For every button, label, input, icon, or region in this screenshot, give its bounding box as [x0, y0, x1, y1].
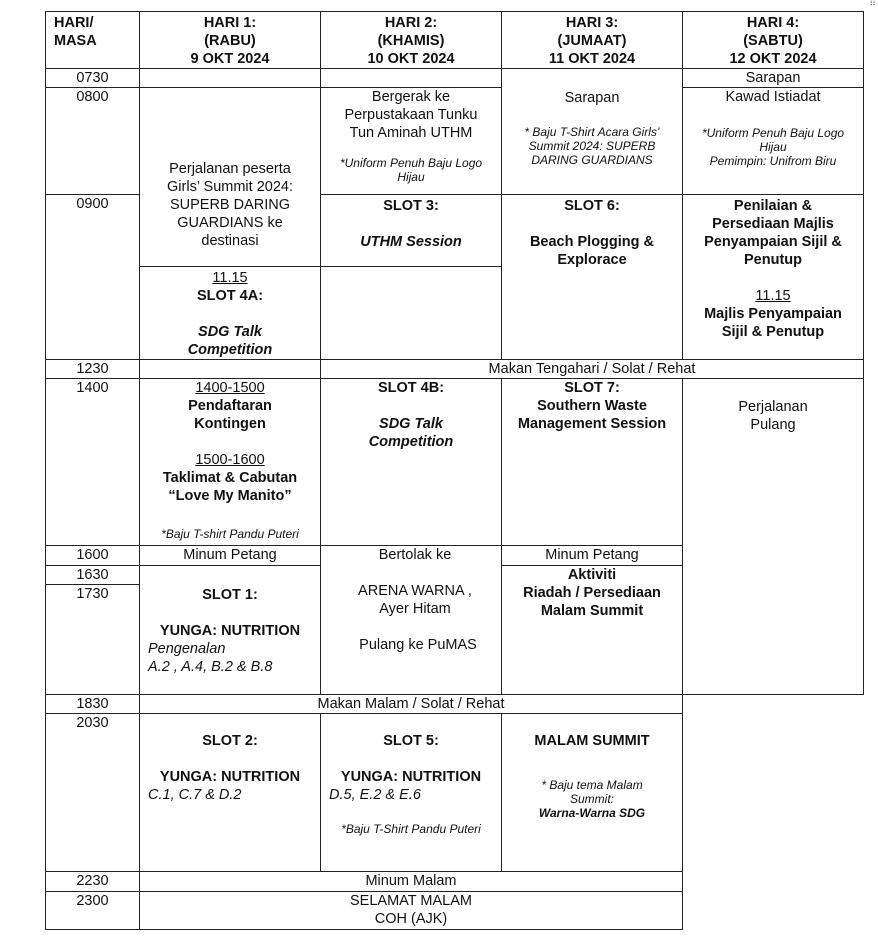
d3-slot6-cell: SLOT 6: Beach Plogging & Explorace [502, 195, 683, 360]
d1-registration-cell: 1400-1500 Pendaftaran Kontingen 1500-1600 Taklimat & Cabutan “Love My Manito” *Baju T-shirt Pandu Puteri [140, 379, 321, 546]
d3-breakfast-cell: Sarapan * Baju T-Shirt Acara Girls’ Summit 2024: SUPERB DARING GUARDIANS [502, 69, 683, 195]
d1-lunch-empty-cell [140, 360, 321, 379]
schedule-table [45, 11, 864, 930]
supper-cell: Minum Malam [140, 872, 683, 892]
header-day-1: HARI 1: (RABU) 9 OKT 2024 [140, 12, 321, 69]
d4-breakfast-cell: Sarapan [683, 69, 864, 88]
header-day-2: HARI 2: (KHAMIS) 10 OKT 2024 [321, 12, 502, 69]
header-row [46, 12, 864, 69]
d3-tea-cell: Minum Petang [502, 546, 683, 566]
time-cell: 1730 [46, 585, 140, 695]
time-cell: 1400 [46, 379, 140, 546]
d3-summit-night-cell: MALAM SUMMIT * Baju tema Malam Summit: Warna-Warna SDG [502, 714, 683, 872]
dinner-cell: Makan Malam / Solat / Rehat [140, 695, 683, 714]
time-cell: 0800 [46, 88, 140, 195]
time-cell: 1600 [46, 546, 140, 566]
d2-slot3-cell: SLOT 3: UTHM Session [321, 195, 502, 267]
d1-tea-cell: Minum Petang [140, 546, 321, 566]
goodnight-cell: SELAMAT MALAM COH (AJK) [140, 892, 683, 930]
d4-return-cell: Perjalanan Pulang [683, 379, 864, 695]
time-cell: 2230 [46, 872, 140, 892]
row-0800 [46, 88, 864, 195]
d4-parade-cell: Kawad Istiadat *Uniform Penuh Baju Logo Hijau Pemimpin: Unifrom Biru [683, 88, 864, 195]
time-cell: 0730 [46, 69, 140, 88]
d1-slot1-cell: SLOT 1: YUNGA: NUTRITION Pengenalan A.2 , A.4, B.2 & B.8 [140, 566, 321, 695]
empty-cell [321, 69, 502, 88]
time-cell: 1230 [46, 360, 140, 379]
d4-ceremony-cell: Penilaian & Persediaan Majlis Penyampaian Sijil & Penutup 11.15 Majlis Penyampaian Sijil & Penutup [683, 195, 864, 360]
d2-trip-cell: Bertolak ke ARENA WARNA , Ayer Hitam Pulang ke PuMAS [321, 546, 502, 695]
row-0730 [46, 69, 864, 88]
d2-library-cell: Bergerak ke Perpustakaan Tunku Tun Aminah UTHM *Uniform Penuh Baju Logo Hijau [321, 88, 502, 195]
time-cell: 2300 [46, 892, 140, 930]
header-time: HARI/ MASA [46, 12, 140, 69]
header-day-4: HARI 4: (SABTU) 12 OKT 2024 [683, 12, 864, 69]
d1-journey-cell: Perjalanan peserta Girls’ Summit 2024: SUPERB DARING GUARDIANS ke destinasi [140, 88, 321, 267]
time-cell: 1630 [46, 566, 140, 585]
empty-cell [140, 69, 321, 88]
row-1830 [46, 695, 864, 714]
lunch-cell: Makan Tengahari / Solat / Rehat [321, 360, 864, 379]
d2-slot4a-cell: 11.15 SLOT 4A: SDG Talk Competition [140, 267, 321, 360]
header-day-3: HARI 3: (JUMAAT) 11 OKT 2024 [502, 12, 683, 69]
d3-slot7-cell: SLOT 7: Southern Waste Management Session [502, 379, 683, 546]
d2-slot5-cell: SLOT 5: YUNGA: NUTRITION D.5, E.2 & E.6 *Baju T-Shirt Pandu Puteri [321, 714, 502, 872]
row-1230 [46, 360, 864, 379]
time-cell: 0900 [46, 195, 140, 360]
time-cell: 1830 [46, 695, 140, 714]
d2-slot4b-cell: SLOT 4B: SDG Talk Competition [321, 379, 502, 546]
d1-slot2-cell: SLOT 2: YUNGA: NUTRITION C.1, C.7 & D.2 [140, 714, 321, 872]
row-1400 [46, 379, 864, 546]
d3-activity-cell: Aktiviti Riadah / Persediaan Malam Summit [502, 566, 683, 695]
time-cell: 2030 [46, 714, 140, 872]
blank-area [683, 695, 864, 930]
corner-handle-icon: ⠿ [869, 0, 876, 9]
